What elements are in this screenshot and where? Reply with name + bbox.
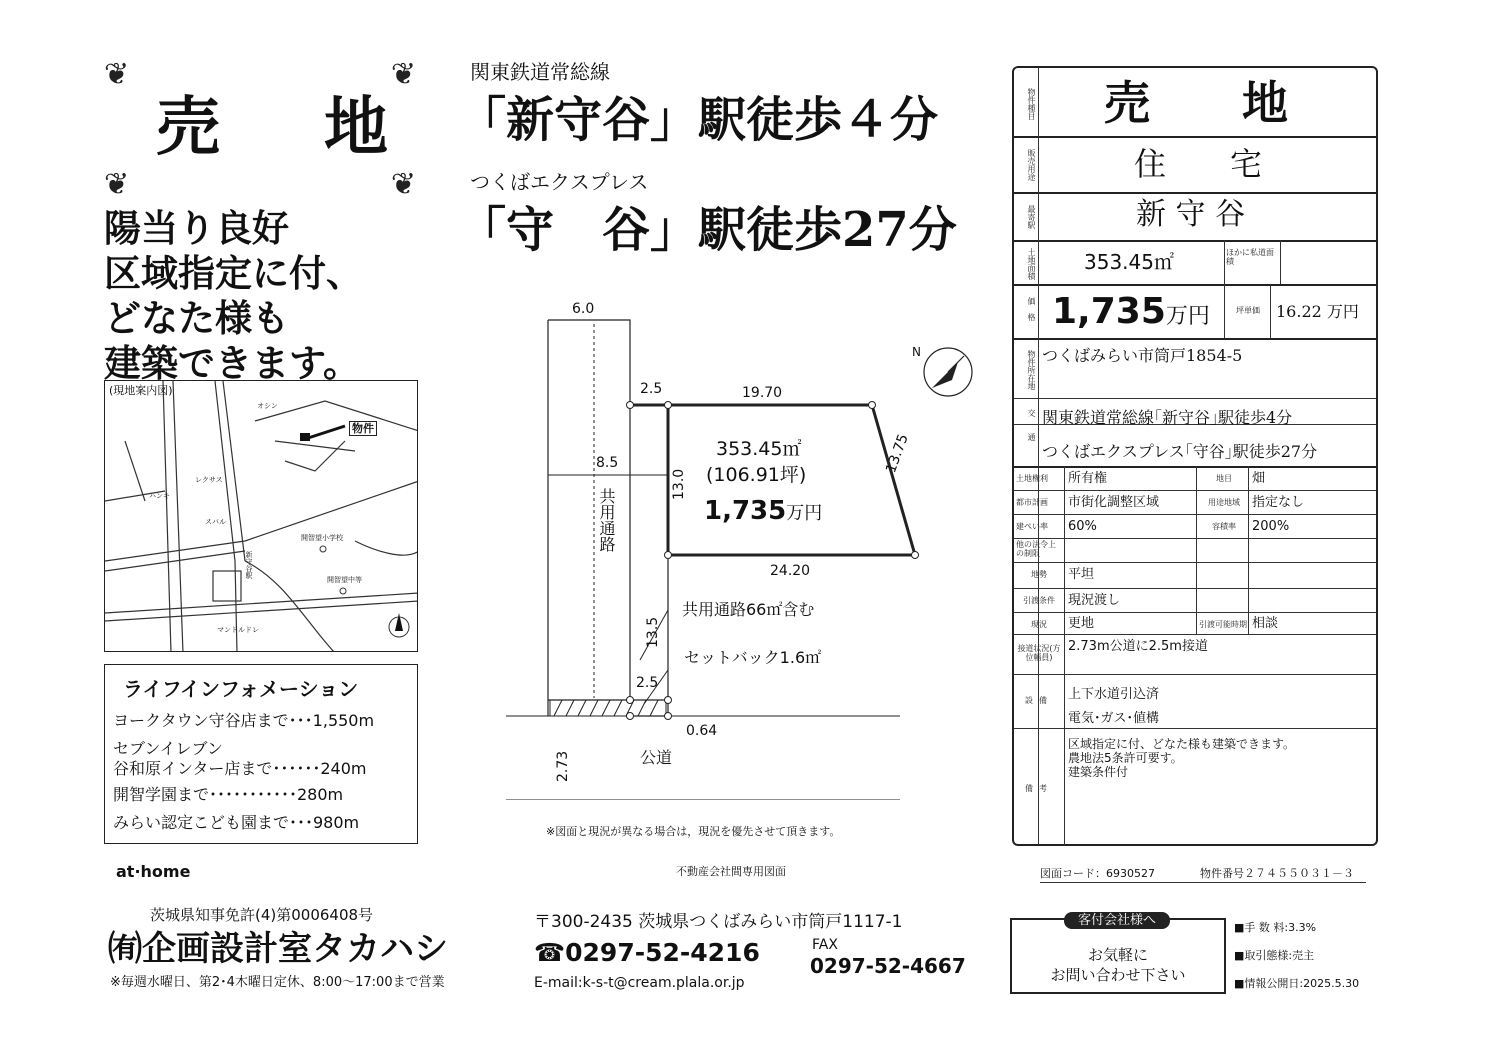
deal-info: ■取引態様:売主: [1234, 949, 1315, 962]
label-traffic: 交通: [1027, 409, 1036, 457]
label-road: 接道状況(方位幅員): [1017, 644, 1061, 662]
map-property-label: 物件: [349, 421, 377, 436]
label-city-plan: 都市計画: [1016, 498, 1048, 507]
fax-label: FAX: [812, 937, 838, 953]
value-land-area: 353.45㎡: [1084, 250, 1174, 274]
code-label: 図面コード：6930527: [1040, 867, 1155, 880]
value-current: 更地: [1068, 616, 1095, 631]
value-facilities2: 電気･ガス･値構: [1068, 711, 1160, 726]
corner-marker: [665, 552, 672, 559]
location-map: [104, 380, 418, 652]
lifeinfo-box: [104, 664, 418, 844]
lifeinfo-title: ライフインフォメーション: [123, 677, 359, 701]
dim-access-len: 13.5: [645, 616, 661, 648]
value-type: 売 地: [1104, 76, 1288, 130]
value-zoning: 指定なし: [1252, 495, 1305, 510]
line2-station: 「守 谷」駅徒歩27分: [458, 202, 957, 258]
corner-marker: [627, 713, 634, 720]
promo-line: 区域指定に付、: [104, 252, 363, 295]
corner-marker: [627, 697, 634, 704]
north-label: N: [912, 345, 921, 359]
value-facilities1: 上下水道引込済: [1068, 687, 1160, 702]
dim-access-width: 8.5: [596, 455, 619, 471]
label-address: 物件所在地: [1027, 350, 1036, 390]
lifeinfo-item: 谷和原インター店まで･･････240m: [113, 759, 367, 778]
promo-line: 建築できます。: [104, 342, 361, 385]
setback-note: セットバック1.6㎡: [684, 648, 822, 667]
lifeinfo-item: 開智学園まで･･･････････280m: [113, 785, 344, 804]
value-price-number: 1,735: [1052, 291, 1166, 332]
value-deal-form: 相談: [1252, 616, 1279, 631]
value-city-plan: 市街化調整区域: [1068, 495, 1160, 510]
value-traffic1: 関東鉄道常総線｢新守谷｣駅徒歩4分: [1042, 408, 1293, 427]
map-place: レクサス: [195, 476, 223, 484]
label-delivery: 引渡条件: [1023, 596, 1055, 605]
ornament-icon: ❦: [104, 57, 130, 92]
value-address: つくばみらい市筒戸1854-5: [1042, 346, 1243, 365]
customer-box: [1010, 913, 1226, 994]
customer-box-line2: お問い合わせ下さい: [1050, 966, 1186, 984]
label-use: 販売用途: [1027, 149, 1036, 181]
athome-logo: at·home: [116, 862, 191, 881]
plot-price: [704, 498, 822, 524]
label-tsubo-price: 坪単価: [1236, 306, 1260, 315]
dim-bottom-edge: 24.20: [770, 563, 811, 579]
ornament-icon: ❦: [390, 167, 416, 202]
shared-road-note: 共用通路66㎡含む: [682, 600, 815, 619]
dim-bottom-small: 2.5: [636, 675, 659, 691]
lifeinfo-item: みらい認定こども園まで･･･980m: [113, 813, 360, 832]
company-name: ㈲企画設計室タカハシ: [108, 929, 448, 969]
disclaimer: ※図面と現況が異なる場合は，現況を優先させて頂きます。: [546, 825, 841, 838]
label-far: 容積率: [1212, 522, 1236, 531]
plot-area-tsubo: (106.91坪): [706, 464, 807, 486]
published-info: ■情報公開日:2025.5.30: [1234, 977, 1360, 990]
footer-note: 不動産会社間専用図面: [676, 865, 786, 878]
value-tsubo-price: 16.22 万円: [1276, 302, 1359, 321]
customer-box-line1: お気軽に: [1087, 946, 1148, 964]
label-remarks: 備考: [1025, 784, 1053, 793]
promo-line: どなた様も: [104, 297, 289, 340]
value-use: 住 宅: [1134, 145, 1263, 183]
lifeinfo-item: ヨークタウン守谷店まで･･･1,550m: [113, 711, 375, 730]
corner-marker: [665, 697, 672, 704]
map-place: マンドルドレ: [217, 626, 259, 634]
promo-text: [104, 206, 363, 386]
line1-label: 関東鉄道常総線: [470, 60, 610, 84]
value-price: [1052, 291, 1210, 332]
ornament-icon: ❦: [390, 57, 416, 92]
plot-price-unit: 万円: [786, 503, 823, 524]
business-hours: ※毎週水曜日、第2･4木曜日定休、8:00～17:00まで営業: [110, 975, 445, 990]
label-price: 価格: [1027, 297, 1036, 329]
corner-marker: [665, 402, 672, 409]
company-address: 〒300-2435 茨城県つくばみらい市筒戸1117-1: [534, 912, 903, 932]
lifeinfo-item: セブンイレブン: [113, 739, 223, 758]
map-place: 開智望小学校: [301, 534, 343, 542]
value-traffic2: つくばエクスプレス｢守谷｣駅徒歩27分: [1042, 442, 1318, 461]
plot-area-m2: 353.45㎡: [716, 438, 802, 460]
value-terrain: 平坦: [1068, 567, 1095, 582]
map-place: 新守谷駅: [245, 551, 253, 579]
label-other-law: 他の法令上の制限: [1016, 540, 1056, 558]
dim-road-width: 2.73: [555, 750, 571, 782]
line2-label: つくばエクスプレス: [470, 170, 649, 194]
value-road: 2.73m公道に2.5m接道: [1068, 639, 1208, 654]
corner-marker: [869, 402, 876, 409]
label-deal-form: 引渡可能時期: [1199, 620, 1247, 629]
label-rights: 土地権利: [1016, 474, 1048, 483]
value-rights: 所有権: [1068, 471, 1108, 486]
map-place: スバル: [205, 518, 226, 526]
label-other-area: ほかに私道面積: [1226, 248, 1274, 266]
dim-top-road-width: 6.0: [572, 301, 595, 317]
license: 茨城県知事免許(4)第0006408号: [150, 906, 374, 924]
ornament-icon: ❦: [104, 167, 130, 202]
shared-road-label: 共用通路: [597, 488, 616, 552]
public-road-label: 公道: [640, 748, 673, 767]
value-remarks3: 建築条件付: [1068, 765, 1129, 779]
value-station: 新 守 谷: [1136, 197, 1246, 232]
corner-marker: [627, 402, 634, 409]
sale-sign-title: 売 地: [156, 91, 408, 165]
map-place: オシン: [257, 402, 278, 410]
value-delivery: 現況渡し: [1068, 593, 1121, 608]
label-terrain: 地勢: [1031, 570, 1047, 579]
email: E-mail:k-s-t@cream.plala.or.jp: [534, 975, 745, 991]
line1-station: 「新守谷」駅徒歩４分: [458, 92, 939, 148]
corner-marker: [912, 552, 919, 559]
dim-setback-small: 0.64: [686, 723, 718, 739]
spec-table: [1012, 66, 1378, 846]
customer-box-title: 客付会社様へ: [1064, 912, 1170, 929]
label-facilities: 設備: [1025, 696, 1053, 705]
label-zoning: 用途地域: [1208, 498, 1240, 507]
value-price-unit: 万円: [1165, 304, 1210, 329]
value-remarks1: 区域指定に付、どなた様も建築できます。: [1068, 737, 1296, 751]
dim-right-edge: 13.75: [883, 431, 912, 476]
corner-marker: [665, 713, 672, 720]
fee-info: ■手 数 料:3.3%: [1234, 921, 1317, 934]
value-remarks2: 農地法5条許可要す。: [1068, 751, 1183, 765]
map-place: ハンキ: [149, 492, 170, 500]
map-label: (現地案内図): [109, 384, 173, 397]
map-place: 開智望中等: [327, 576, 362, 584]
label-type: 物件種目: [1027, 88, 1036, 120]
value-land-cat: 畑: [1252, 471, 1266, 486]
dim-left-edge: 13.0: [671, 468, 687, 500]
value-bcr: 60%: [1068, 519, 1097, 534]
property-no: 物件番号２７４５５０３１－３: [1200, 867, 1354, 880]
label-bcr: 建ぺい率: [1016, 522, 1048, 531]
phone-number: ☎0297-52-4216: [534, 938, 760, 967]
dim-left-top: 2.5: [640, 381, 663, 397]
label-station: 最寄駅: [1027, 205, 1036, 229]
value-far: 200%: [1252, 519, 1290, 534]
sale-sign-box: [104, 57, 416, 202]
label-current: 現況: [1031, 620, 1047, 629]
promo-line: 陽当り良好: [104, 207, 289, 250]
label-land-cat: 地目: [1216, 474, 1232, 483]
fax-number: 0297-52-4667: [810, 954, 966, 978]
plot-price-number: 1,735: [704, 496, 787, 526]
dim-top-edge: 19.70: [742, 385, 783, 401]
label-land-area: 土地面積: [1027, 248, 1036, 280]
